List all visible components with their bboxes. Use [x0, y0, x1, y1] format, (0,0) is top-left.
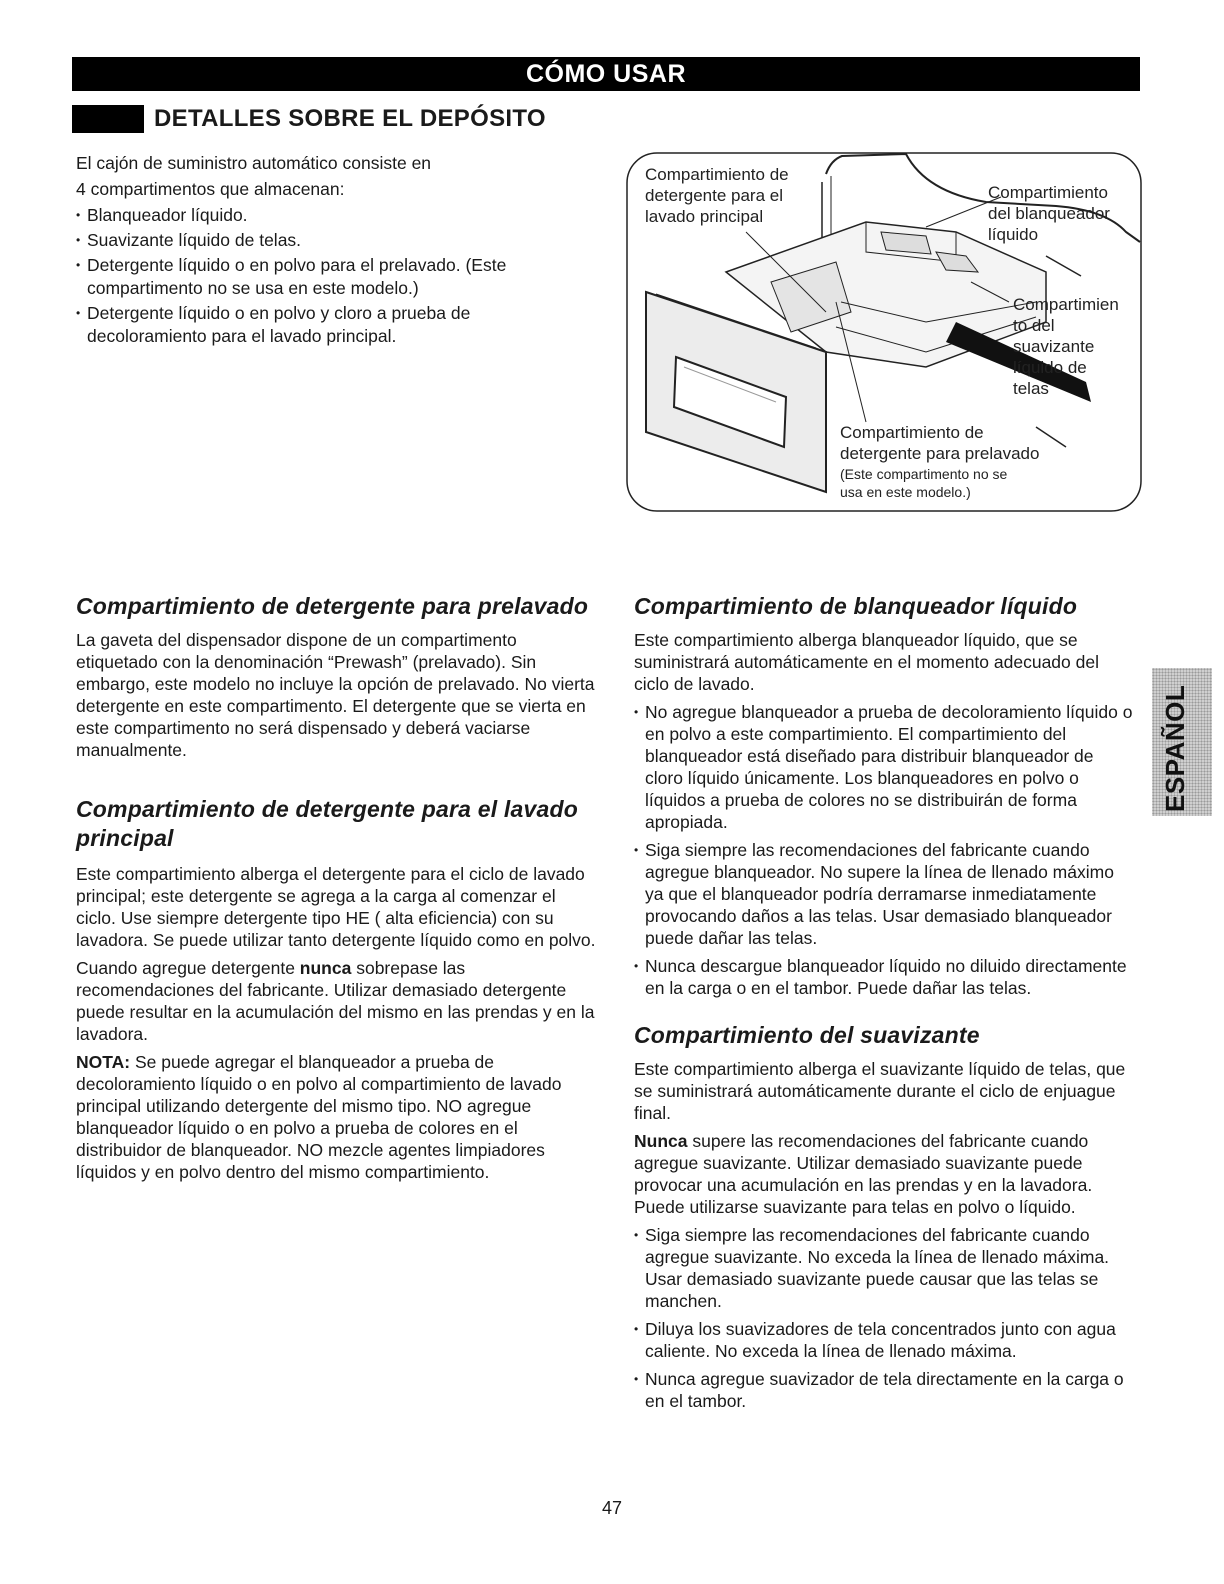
bleach-list: [634, 701, 1134, 999]
bleach-bullet: • No agregue blanqueador a prueba de decoloramiento líquido o en polvo a este compartimiento. El compartimiento del blanqueador está diseñado para distribuir blanqueador de cloro líquido únicamente. Los blanqueadores en polvo o líquidos a prueba de colores no se distribuirán de forma apropiada.: [634, 701, 1134, 833]
note-label: NOTA:: [76, 1052, 131, 1072]
left-column: [76, 592, 596, 1183]
label-bleach: [988, 182, 1110, 245]
label-line: Compartimiento de: [645, 165, 789, 184]
main-wash-warning: [76, 957, 596, 1045]
label-line: suavizante: [1013, 337, 1095, 356]
softener-bullet: • Nunca agregue suavizador de tela directamente en la carga o en el tambor.: [634, 1368, 1134, 1412]
text-span: sobrepase las recomendaciones del fabricante. Utilizar demasiado detergente puede resultar en la acumulación del mismo en las prendas y en la lavadora.: [76, 958, 595, 1044]
label-line: usa en este modelo.): [840, 484, 971, 500]
text-span: Se puede agregar el blanqueador a prueba de decoloramiento líquido o en polvo al compartimiento de lavado principal utilizando detergente del mismo tipo. NO agregue blanqueador líquido o en polvo a prueba de colores en el distribuidor de blanqueador. NO mezcle agentes limpiadores líquidos y en polvo dentro del mismo compartimiento.: [76, 1052, 562, 1182]
intro-line-1: El cajón de suministro automático consiste en: [76, 153, 432, 173]
label-line: to del: [1013, 316, 1055, 335]
intro-bullet: • Suavizante líquido de telas.: [76, 229, 576, 252]
label-line: detergente para el: [645, 186, 783, 205]
label-line: (Este compartimento no se: [840, 466, 1008, 482]
softener-warning: [634, 1130, 1134, 1218]
main-wash-paragraph: Este compartimiento alberga el detergente para el ciclo de lavado principal; este detergente se agrega a la carga al comenzar el ciclo. Use siempre detergente tipo HE ( alta eficiencia) con su lavadora. Se puede utilizar tanto detergente líquido como en polvo.: [76, 864, 596, 950]
label-softener: [1013, 294, 1119, 399]
section-title: DETALLES SOBRE EL DEPÓSITO: [154, 105, 546, 132]
intro-bullet: • Detergente líquido o en polvo y cloro a prueba de decoloramiento para el lavado principal.: [76, 302, 576, 348]
language-tab: [1152, 668, 1212, 816]
text-span: Cuando agregue detergente: [76, 958, 300, 978]
prewash-paragraph: La gaveta del dispensador dispone de un compartimento etiquetado con la denominación “Prewash” (prelavado). Sin embargo, este modelo no incluye la opción de prelavado. No vierta detergente en este compartimento. El detergente que se vierta en este compartimento no será dispensado y deberá vaciarse manualmente.: [76, 630, 595, 760]
label-line: Compartimien: [1013, 295, 1119, 314]
softener-list: [634, 1224, 1134, 1412]
dispenser-diagram: [626, 152, 1142, 512]
prewash-heading: Compartimiento de detergente para prelavado: [76, 593, 589, 619]
intro-block: [76, 150, 576, 348]
label-line: Compartimiento de: [840, 423, 984, 442]
label-line: lavado principal: [645, 207, 764, 226]
softener-paragraph: Este compartimiento alberga el suavizante líquido de telas, que se suministrará automáticamente durante el ciclo de enjuague final.: [634, 1059, 1126, 1123]
main-wash-heading: Compartimiento de detergente para el lavado principal: [76, 796, 578, 851]
page-number: 47: [601, 1498, 623, 1518]
section-banner: CÓMO USAR: [72, 57, 1140, 91]
right-column: [634, 592, 1134, 1412]
intro-list: [76, 204, 576, 348]
label-line: del blanqueador: [988, 204, 1110, 223]
intro-bullet: • Detergente líquido o en polvo para el prelavado. (Este compartimento no se usa en este modelo.): [76, 254, 576, 300]
bleach-heading: Compartimiento de blanqueador líquido: [634, 593, 1078, 619]
intro-line-2: 4 compartimentos que almacenan:: [76, 179, 345, 199]
label-prewash-note: [840, 465, 1007, 501]
softener-heading: Compartimiento del suavizante: [634, 1022, 980, 1048]
emphasis-never: Nunca: [634, 1131, 688, 1151]
label-main-wash: [645, 164, 789, 227]
bleach-bullet: • Nunca descargue blanqueador líquido no diluido directamente en la carga o en el tambor. Puede dañar las telas.: [634, 955, 1134, 999]
softener-bullet: • Diluya los suavizadores de tela concentrados junto con agua caliente. No exceda la línea de llenado máxima.: [634, 1318, 1134, 1362]
bleach-bullet: • Siga siempre las recomendaciones del fabricante cuando agregue blanqueador. No supere la línea de llenado máximo ya que el blanqueador podría derramarse inmediatamente provocando daños a las telas. Usar demasiado blanqueador puede dañar las telas.: [634, 839, 1134, 949]
softener-bullet: • Siga siempre las recomendaciones del fabricante cuando agregue suavizante. No exceda la línea de llenado máxima. Usar demasiado suavizante puede causar que las telas se manchen.: [634, 1224, 1134, 1312]
label-line: líquido: [988, 225, 1039, 244]
note-paragraph: [76, 1051, 596, 1183]
label-line: Compartimiento: [988, 183, 1108, 202]
heading-bar: [72, 105, 144, 133]
bleach-paragraph: Este compartimiento alberga blanqueador líquido, que se suministrará automáticamente en el momento adecuado del ciclo de lavado.: [634, 630, 1099, 694]
language-tab-label: ESPAÑOL: [1160, 684, 1190, 812]
intro-bullet: • Blanqueador líquido.: [76, 204, 576, 227]
text-span: supere las recomendaciones del fabricante cuando agregue suavizante. Utilizar demasiado suavizante puede provocar una acumulación en las prendas y en la lavadora. Puede utilizarse suavizante para telas en polvo o líquido.: [634, 1131, 1093, 1217]
section-heading: [72, 104, 546, 134]
label-line: telas: [1013, 379, 1049, 398]
emphasis-never: nunca: [299, 958, 352, 978]
label-line: detergente para prelavado: [840, 444, 1040, 463]
label-line: líquido de: [1013, 358, 1087, 377]
label-prewash: [840, 422, 1039, 464]
